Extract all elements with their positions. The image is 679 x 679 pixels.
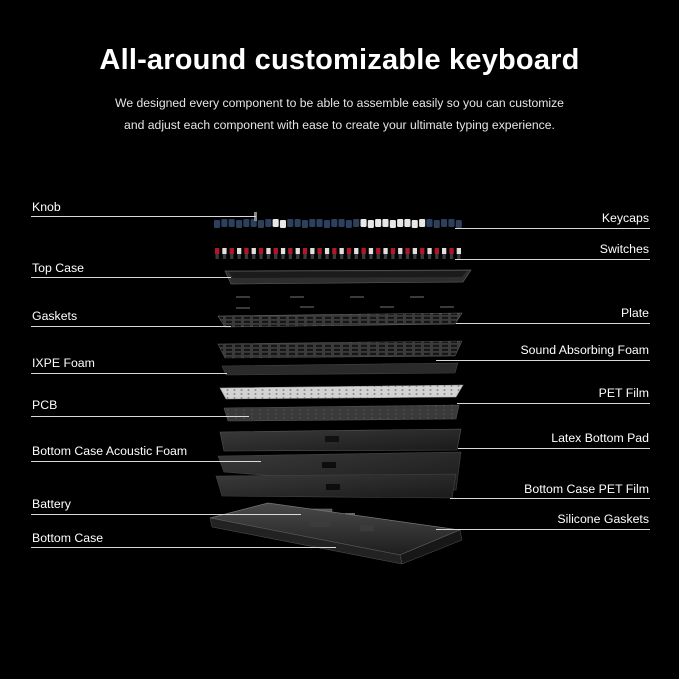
switch: [347, 248, 351, 254]
keycap: [368, 220, 374, 228]
switch: [259, 248, 263, 254]
bottom-case-pet-film-shape: [216, 474, 456, 498]
subtitle-line-2: and adjust each component with ease to create your ultimate typing experience.: [124, 118, 555, 132]
switch-housing: [289, 254, 292, 259]
leader-line-sound-absorbing-foam: [436, 360, 650, 361]
keycap: [302, 220, 308, 228]
switch: [457, 248, 461, 254]
switch-housing: [281, 254, 284, 259]
switch-housing: [347, 254, 350, 259]
keycap: [273, 219, 279, 227]
leader-line-knob: [31, 216, 256, 217]
keycap: [309, 219, 315, 227]
leader-line-silicone-gaskets: [436, 529, 650, 530]
gaskets-shape: [236, 296, 454, 309]
latex-bottom-pad-shape: [220, 429, 461, 451]
sound-absorbing-foam-shape: [218, 341, 462, 358]
label-pcb: PCB: [32, 398, 58, 412]
label-plate: Plate: [620, 306, 649, 320]
switch: [340, 248, 344, 254]
subtitle-line-1: We designed every component to be able to assemble easily so you can customize: [115, 96, 564, 110]
switch-housing: [369, 254, 372, 259]
switch-housing: [421, 254, 424, 259]
switch-housing: [413, 254, 416, 259]
top-case-shape: [225, 270, 471, 284]
switch-housing: [406, 254, 409, 259]
keycap: [382, 219, 388, 227]
switch-housing: [355, 254, 358, 259]
label-top-case: Top Case: [32, 261, 84, 275]
switch-housing: [435, 254, 438, 259]
switch-housing: [399, 254, 402, 259]
switch: [266, 248, 270, 254]
keycap: [426, 219, 432, 227]
switch-housing: [391, 254, 394, 259]
switch: [318, 248, 322, 254]
switch-housing: [230, 254, 233, 259]
keycap: [397, 219, 403, 227]
keycap: [287, 219, 293, 227]
keycap: [353, 219, 359, 227]
leader-line-ixpe-foam: [31, 373, 227, 374]
keycap: [236, 220, 242, 228]
switch: [325, 248, 329, 254]
switch: [413, 248, 417, 254]
switch-housing: [311, 254, 314, 259]
switch-housing: [259, 254, 262, 259]
keycaps-layer: [214, 212, 462, 228]
switch: [398, 248, 402, 254]
leader-line-battery: [31, 514, 301, 515]
leader-line-gaskets: [31, 326, 231, 327]
label-silicone-gaskets: Silicone Gaskets: [557, 512, 649, 526]
leader-line-bottom-case-pet-film: [450, 498, 650, 499]
switch-housing: [443, 254, 446, 259]
switch-housing: [252, 254, 255, 259]
ixpe-foam-shape: [222, 363, 458, 375]
leader-line-keycaps: [455, 228, 650, 229]
keycap: [412, 220, 418, 228]
label-bottom-case-pet-film: Bottom Case PET Film: [524, 482, 649, 496]
label-battery: Battery: [32, 497, 71, 511]
keycap: [295, 219, 301, 227]
keycap: [434, 220, 440, 228]
leader-line-pcb: [31, 416, 249, 417]
switch-housing: [223, 254, 226, 259]
switch: [427, 248, 431, 254]
switch-housing: [267, 254, 270, 259]
pet-film-shape: [220, 385, 463, 399]
switch-housing: [362, 254, 365, 259]
switch: [274, 248, 278, 254]
keycap: [331, 219, 337, 227]
switch: [288, 248, 292, 254]
label-switches: Switches: [599, 242, 649, 256]
page-title: All-around customizable keyboard: [99, 44, 580, 76]
switches-layer: [215, 248, 461, 259]
switch-housing: [318, 254, 321, 259]
switch: [230, 248, 234, 254]
leader-line-top-case: [31, 277, 231, 278]
switch: [449, 248, 453, 254]
keycap: [441, 219, 447, 227]
switch: [391, 248, 395, 254]
switch-housing: [245, 254, 248, 259]
switch: [252, 248, 256, 254]
leader-line-latex-bottom-pad: [458, 448, 650, 449]
keycap: [375, 219, 381, 227]
label-knob: Knob: [32, 200, 61, 214]
switch: [435, 248, 439, 254]
switch: [244, 248, 248, 254]
keycap: [258, 220, 264, 228]
switch: [354, 248, 358, 254]
switch: [215, 248, 219, 254]
keycap: [229, 219, 235, 227]
switch-housing: [303, 254, 306, 259]
switch-housing: [377, 254, 380, 259]
keycap: [280, 220, 286, 228]
switch: [362, 248, 366, 254]
switch-housing: [428, 254, 431, 259]
switch: [237, 248, 241, 254]
switch-housing: [450, 254, 453, 259]
leader-line-bottom-case-acoustic-foam: [31, 461, 261, 462]
label-pet-film: PET Film: [598, 386, 649, 400]
switch: [310, 248, 314, 254]
leader-line-pet-film: [457, 403, 650, 404]
switch-housing: [340, 254, 343, 259]
switch-housing: [296, 254, 299, 259]
keycap: [419, 219, 425, 227]
plate-shape: [218, 313, 462, 327]
label-latex-bottom-pad: Latex Bottom Pad: [551, 431, 649, 445]
switch: [332, 248, 336, 254]
keycap: [448, 219, 454, 227]
switch: [222, 248, 226, 254]
switch: [303, 248, 307, 254]
switch: [442, 248, 446, 254]
leader-line-bottom-case: [31, 547, 336, 548]
pcb-shape: [224, 405, 459, 421]
leader-line-switches: [455, 259, 650, 260]
switch-housing: [333, 254, 336, 259]
label-sound-absorbing-foam: Sound Absorbing Foam: [520, 343, 649, 357]
label-ixpe-foam: IXPE Foam: [32, 356, 95, 370]
keycap: [339, 219, 345, 227]
keycap: [243, 219, 249, 227]
keycap: [317, 219, 323, 227]
keycap: [456, 220, 462, 228]
keycap: [404, 219, 410, 227]
switch: [376, 248, 380, 254]
switch: [296, 248, 300, 254]
label-bottom-case-acoustic-foam: Bottom Case Acoustic Foam: [32, 444, 188, 458]
keycap: [324, 220, 330, 228]
keycap: [346, 220, 352, 228]
leader-line-plate: [456, 323, 650, 324]
switch: [369, 248, 373, 254]
switch-housing: [238, 254, 241, 259]
label-keycaps: Keycaps: [601, 211, 649, 225]
switch-housing: [274, 254, 277, 259]
switch-housing: [216, 254, 219, 259]
switch: [281, 248, 285, 254]
keycap: [361, 219, 367, 227]
keycap: [265, 219, 271, 227]
label-bottom-case: Bottom Case: [32, 531, 104, 545]
switch-housing: [384, 254, 387, 259]
switch: [405, 248, 409, 254]
switch: [420, 248, 424, 254]
label-gaskets: Gaskets: [32, 309, 78, 323]
switch-housing: [325, 254, 328, 259]
keycap: [390, 220, 396, 228]
keycap: [221, 219, 227, 227]
keycap: [214, 220, 220, 228]
switch: [383, 248, 387, 254]
bottom-case-shape: [210, 503, 462, 564]
